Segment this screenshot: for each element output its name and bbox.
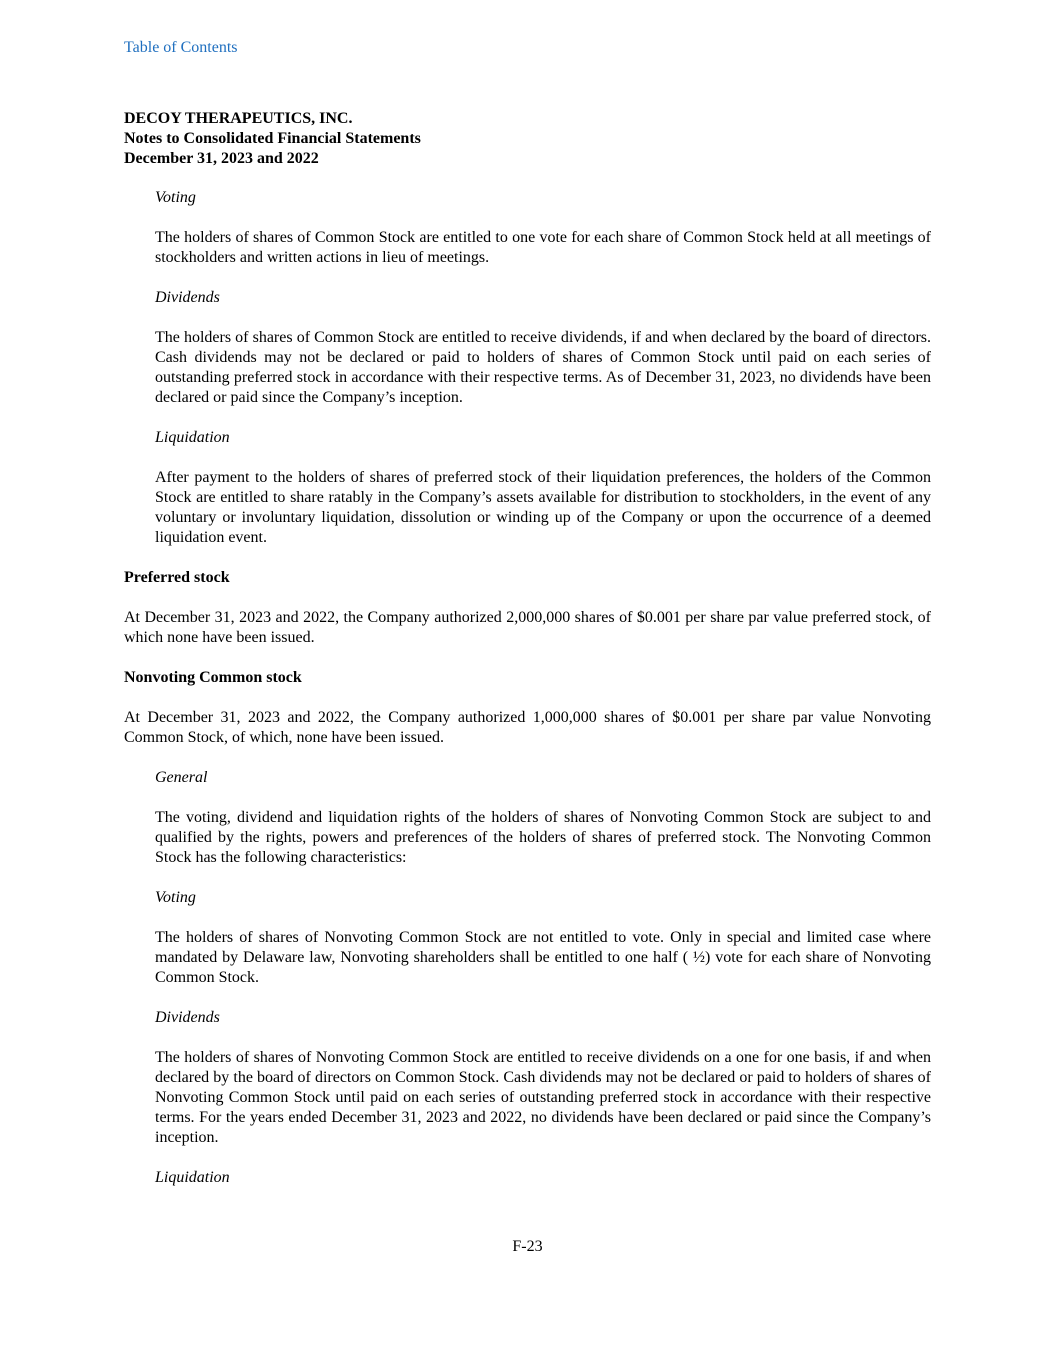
nonvoting-general-text: The voting, dividend and liquidation rights of the holders of shares of Nonvoting Common Stock are subject to and qualified by the rights, powers and preferences of the holders of shares of preferred stock. The Nonvoting Common Stock has the following characteristics: [155,809,931,866]
common-liquidation-text: After payment to the holders of shares of preferred stock of their liquidation preferences, the holders of the Common Stock are entitled to share ratably in the Company’s assets available for distribution to stockholders, in the event of any voluntary or involuntary liquidation, dissolution or winding up of the Company or upon the occurrence of a deemed liquidation event. [155,469,931,546]
nonvoting-dividends-heading: Dividends [155,1009,220,1026]
common-dividends-text: The holders of shares of Common Stock are entitled to receive dividends, if and when declared by the board of directors. Cash dividends may not be declared or paid to holders of shares of Common Stock until paid on each series of outstanding preferred stock in accordance with their respective terms. As of December 31, 2023, no dividends have been declared or paid since the Company’s inception. [155,329,931,406]
company-name: DECOY THERAPEUTICS, INC. [124,110,353,127]
preferred-stock-text: At December 31, 2023 and 2022, the Company authorized 2,000,000 shares of $0.001 per share par value preferred stock, of which none have been issued. [124,609,931,646]
page-number: F-23 [512,1238,543,1255]
document-period: December 31, 2023 and 2022 [124,150,319,167]
common-voting-text: The holders of shares of Common Stock are entitled to one vote for each share of Common Stock held at all meetings of stockholders and written actions in lieu of meetings. [155,229,931,266]
common-stock-subsections [155,188,931,548]
nonvoting-common-stock-text: At December 31, 2023 and 2022, the Company authorized 1,000,000 shares of $0.001 per share par value Nonvoting Common Stock, of which, none have been issued. [124,709,931,746]
nonvoting-subsections [155,768,931,1188]
nonvoting-common-stock-heading: Nonvoting Common stock [124,669,302,686]
common-voting-heading: Voting [155,189,196,206]
nonvoting-voting-heading: Voting [155,889,196,906]
table-of-contents-link[interactable]: Table of Contents [124,39,238,56]
nonvoting-voting-text: The holders of shares of Nonvoting Common Stock are not entitled to vote. Only in special and limited case where mandated by Delaware law, Nonvoting shareholders shall be entitled to one half ( ½) vote for each share of Nonvoting Common Stock. [155,929,931,986]
nonvoting-dividends-text: The holders of shares of Nonvoting Common Stock are entitled to receive dividends on a one for one basis, if and when declared by the board of directors on Common Stock. Cash dividends may not be declared or paid to holders of shares of Nonvoting Common Stock until paid on each series of outstanding preferred stock in accordance with their respective terms. For the years ended December 31, 2023 and 2022, no dividends have been declared or paid since the Company’s inception. [155,1049,931,1146]
document-header [124,109,931,169]
nonvoting-general-heading: General [155,769,208,786]
document-body [124,109,931,1208]
nonvoting-liquidation-heading: Liquidation [155,1169,230,1186]
document-title: Notes to Consolidated Financial Statements [124,130,421,147]
common-liquidation-heading: Liquidation [155,429,230,446]
preferred-stock-heading: Preferred stock [124,569,230,586]
common-dividends-heading: Dividends [155,289,220,306]
